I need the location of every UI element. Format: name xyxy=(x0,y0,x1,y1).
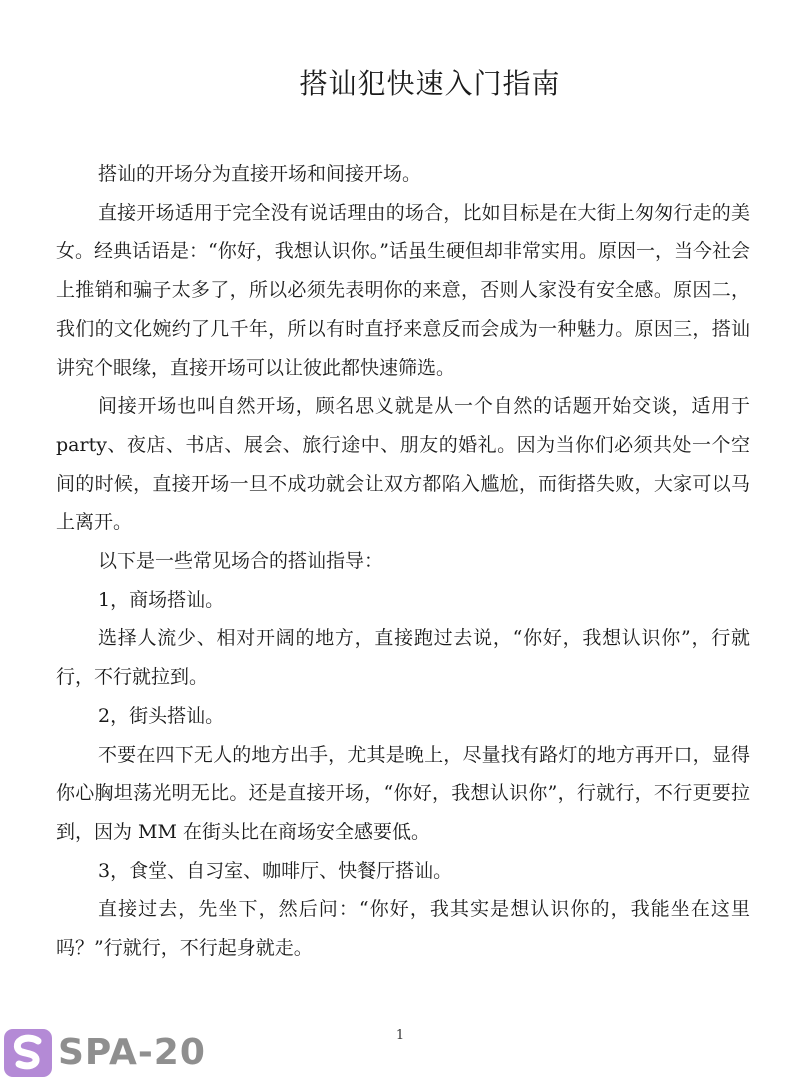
paragraph: 搭讪的开场分为直接开场和间接开场。 xyxy=(98,163,422,185)
paragraph: 直接开场适用于完全没有说话理由的场合，比如目标是在大街上匆匆行走的美女。经典话语是：“你好，我想认识你。”话虽生硬但却非常实用。原因一，当今社会上推销和骗子太多了，所以必须先表明你的来意，否则人家没有安全感。原因二，我们的文化婉约了几千年，所以有时直抒来意反而会成为一种魅力。原因三，搭讪讲究个眼缘，直接开场可以让彼此都快速筛选。 xyxy=(56,201,750,379)
document-title: 搭讪犯快速入门指南 xyxy=(299,67,561,100)
watermark xyxy=(4,1028,206,1078)
paragraph: 选择人流少、相对开阔的地方，直接跑过去说，“你好，我想认识你”，行就行，不行就拉到。 xyxy=(56,627,750,689)
list-heading: 1，商场搭讪。 xyxy=(98,588,225,611)
page-number: 1 xyxy=(395,1028,405,1043)
s-logo-icon xyxy=(4,1029,52,1077)
paragraph: 不要在四下无人的地方出手，尤其是晚上，尽量找有路灯的地方再开口，显得你心胸坦荡光明无比。还是直接开场，“你好，我想认识你”，行就行，不行更要拉到，因为 MM 在街头比在商场安全感要低。 xyxy=(56,743,750,843)
paragraph: 直接过去，先坐下，然后问：“你好，我其实是想认识你的，我能坐在这里吗？”行就行，不行起身就走。 xyxy=(56,898,750,960)
paragraph: 间接开场也叫自然开场，顾名思义就是从一个自然的话题开始交谈，适用于 party、夜店、书店、展会、旅行途中、朋友的婚礼。因为当你们必须共处一个空间的时候，直接开场一旦不成功就会让双方都陷入尴尬，而街搭失败，大家可以马上离开。 xyxy=(56,395,750,534)
paragraph: 以下是一些常见场合的搭讪指导： xyxy=(98,550,384,573)
watermark-text: SPA-20 xyxy=(58,1032,206,1073)
document-body xyxy=(56,155,750,968)
list-heading: 3，食堂、自习室、咖啡厅、快餐厅搭讪。 xyxy=(98,859,453,882)
list-heading: 2，街头搭讪。 xyxy=(98,704,225,727)
